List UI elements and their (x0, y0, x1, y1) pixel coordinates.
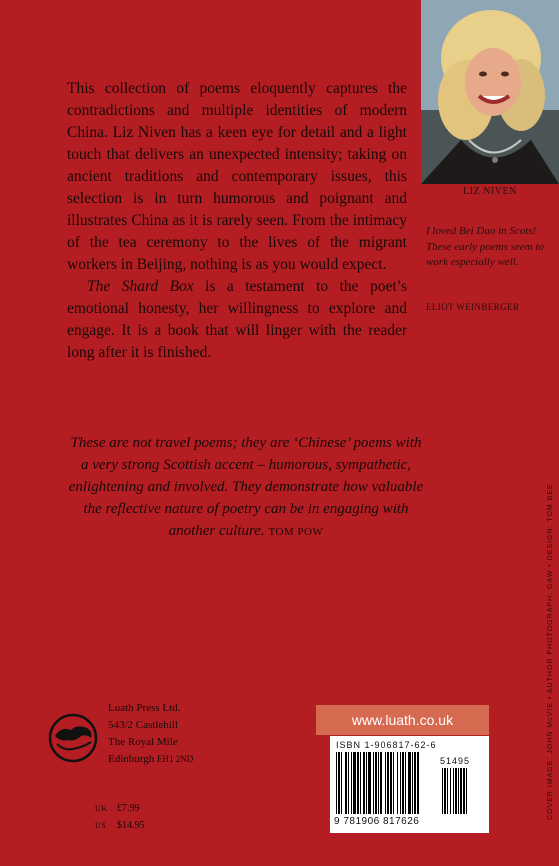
review-text: These are not travel poems; they are ‘Chinese’ poems with a very strong Scottish accent – humorous, sympathetic, enlightening and involved. They demonstrate how valuable the reflective nature of poetry can be in engaging with another culture. (68, 435, 424, 539)
price-us (95, 817, 215, 834)
review-quote (66, 432, 426, 543)
review-attribution: TOM POW (268, 526, 324, 538)
blurb-paragraph-1: This collection of poems eloquently captures the contradictions and multiple identities of modern China. Liz Niven has a keen eye for detail and a light touch that delivers an unexpected intensity; taking on ancient traditions and contemporary issues, this selection is in turn humorous and poignant and illustrates China as it is rarely seen. From the intimacy of the tea ceremony to the lives of the migrant workers in Beijing, nothing is as you would expect. (67, 80, 407, 273)
price-uk-label: UK (95, 804, 108, 813)
isbn-barcode (330, 736, 489, 833)
book-title: The Shard Box (87, 278, 194, 295)
publisher-name: Luath Press Ltd. (108, 702, 181, 714)
price-uk-value: £7.99 (117, 803, 140, 814)
price-list (95, 800, 215, 834)
publisher-website: www.luath.co.uk (316, 705, 489, 735)
book-blurb (67, 78, 407, 364)
author-photo (421, 0, 559, 184)
isbn-number: ISBN 1-906817-62-6 (336, 740, 437, 750)
publisher-address (108, 700, 288, 768)
photo-caption: LIZ NIVEN (463, 186, 517, 197)
endorsement-quote: I loved Bei Dao in Scots! These early poems seem to work especially well. (426, 225, 544, 268)
price-us-label: US (95, 821, 107, 830)
publisher-address-line-1: 543/2 Castlehill (108, 719, 178, 731)
endorsement-attribution: ELIOT WEINBERGER (426, 302, 520, 312)
price-uk (95, 800, 215, 817)
blurb-paragraph-2-text: is a testament to the poet’s emotional honesty, her willingness to explore and engage. It is a book that will linger with the reader long after it is finished. (67, 278, 407, 361)
price-us-value: $14.95 (117, 820, 145, 831)
publisher-address-line-2: The Royal Mile (108, 736, 178, 748)
barcode-bars (336, 752, 484, 814)
blurb-paragraph-2 (67, 276, 407, 364)
barcode-addon: 51495 (440, 756, 471, 766)
barcode-digits: 9 781906 817626 (334, 816, 420, 827)
publisher-city-line (108, 751, 288, 768)
publisher-logo-icon (47, 712, 99, 764)
cover-credits: COVER IMAGE: JOHN McVIE • AUTHOR PHOTOGRAPH: GAW • DESIGN: TOM BEE (547, 483, 554, 820)
publisher-postcode: EH1 2ND (157, 754, 194, 764)
author-portrait-illustration (421, 0, 559, 184)
publisher-city: Edinburgh (108, 753, 155, 765)
